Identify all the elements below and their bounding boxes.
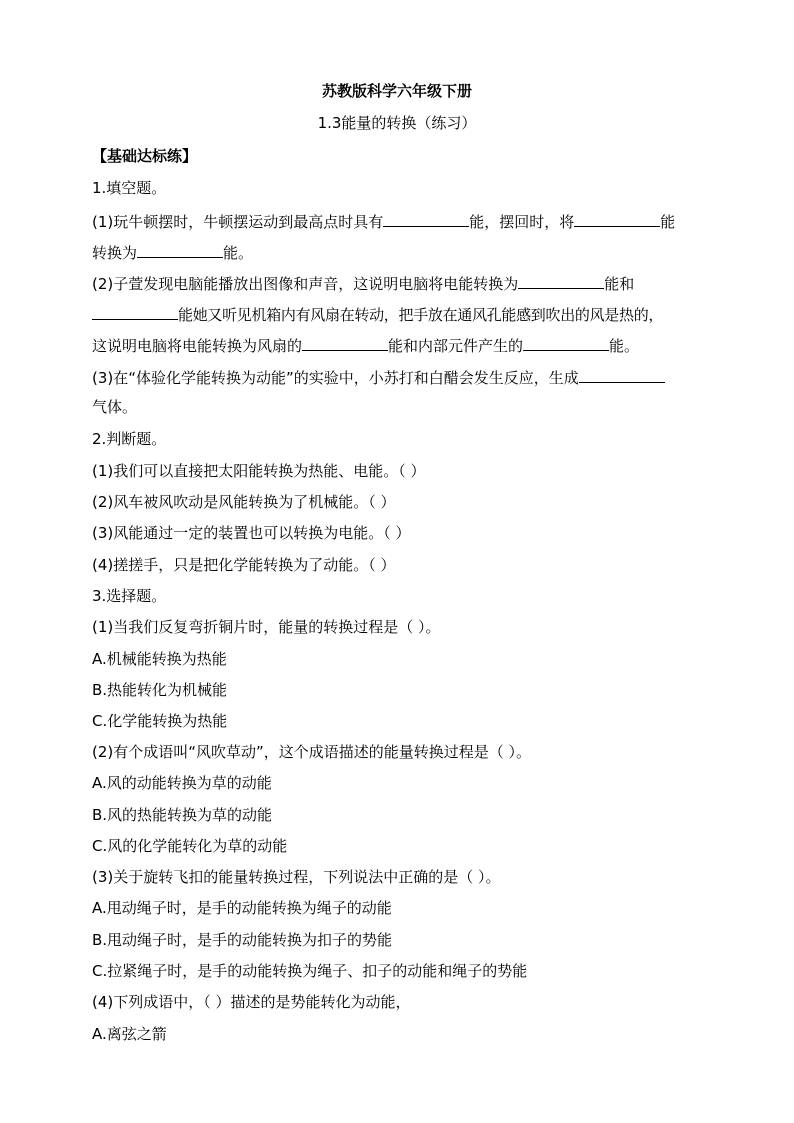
answer-blank[interactable] bbox=[383, 210, 469, 227]
q3-option: C.化学能转换为热能 bbox=[92, 712, 228, 730]
q3-option: A.离弦之箭 bbox=[92, 1025, 167, 1043]
q3-line: (4)下列成语中，（ ）描述的是势能转化为动能， bbox=[92, 993, 411, 1011]
answer-blank[interactable] bbox=[137, 241, 223, 258]
q1-2-line1 bbox=[92, 272, 704, 294]
q3-line: (3)关于旋转飞扣的能量转换过程，下列说法中正确的是（ ）。 bbox=[92, 868, 501, 886]
answer-blank[interactable] bbox=[574, 210, 660, 227]
q1-1-text-d: 转换为 bbox=[92, 244, 138, 262]
q1-3-line2: 气体。 bbox=[92, 398, 138, 416]
q1-1-text-c: 能 bbox=[660, 213, 676, 231]
q1-2-line3 bbox=[92, 334, 704, 356]
q1-1-line1 bbox=[92, 210, 704, 232]
q1-2-line2 bbox=[92, 303, 704, 325]
answer-blank[interactable] bbox=[523, 334, 609, 351]
q1-2-text-e: 这说明电脑将电能转换为风扇的 bbox=[92, 337, 303, 355]
q1-3-line1 bbox=[92, 366, 704, 388]
q1-2-text-g: 能。 bbox=[609, 337, 640, 355]
q1-3-text-a: (3)在“体验化学能转换为动能”的实验中，小苏打和白醋会发生反应，生成 bbox=[92, 369, 579, 387]
page-subtitle: 1.3能量的转换（练习） bbox=[317, 114, 477, 132]
q1-1-text-e: 能。 bbox=[223, 244, 254, 262]
q3-option: C.拉紧绳子时，是手的动能转换为绳子、扣子的动能和绳子的势能 bbox=[92, 962, 528, 980]
q3-line: (1)当我们反复弯折铜片时，能量的转换过程是（ ）。 bbox=[92, 618, 441, 636]
q1-2-text-c: 能 bbox=[178, 306, 193, 324]
q3-option: A.甩动绳子时，是手的动能转换为绳子的动能 bbox=[92, 899, 392, 917]
q3-heading: 3.选择题。 bbox=[92, 587, 167, 605]
q2-item-3: (3)风能通过一定的装置也可以转换为电能。（ ） bbox=[92, 524, 411, 542]
q2-heading: 2.判断题。 bbox=[92, 430, 167, 448]
q1-2-text-f: 能和内部元件产生的 bbox=[388, 337, 524, 355]
q3-option: A.风的动能转换为草的动能 bbox=[92, 774, 272, 792]
q1-2-text-a: (2)子萱发现电脑能播放出图像和声音，这说明电脑将电能转换为 bbox=[92, 275, 519, 293]
answer-blank[interactable] bbox=[92, 303, 178, 320]
q1-heading: 1.填空题。 bbox=[92, 179, 167, 197]
q1-2-text-d: 她又听见机箱内有风扇在转动，把手放在通风孔能感到吹出的风是热的， bbox=[192, 306, 664, 324]
answer-blank[interactable] bbox=[579, 366, 665, 383]
answer-blank[interactable] bbox=[302, 334, 388, 351]
q1-1-line2 bbox=[92, 241, 704, 263]
q3-option: C.风的化学能转化为草的动能 bbox=[92, 837, 288, 855]
q3-option: B.甩动绳子时，是手的动能转换为扣子的势能 bbox=[92, 931, 393, 949]
q2-item-2: (2)风车被风吹动是风能转换为了机械能。（ ） bbox=[92, 493, 396, 511]
q3-option: B.风的热能转换为草的动能 bbox=[92, 806, 273, 824]
page-title: 苏教版科学六年级下册 bbox=[321, 82, 472, 100]
q1-2-text-b: 能和 bbox=[604, 275, 635, 293]
q2-item-1: (1)我们可以直接把太阳能转换为热能、电能。（ ） bbox=[92, 462, 426, 480]
q2-item-4: (4)搓搓手，只是把化学能转换为了动能。（ ） bbox=[92, 556, 396, 574]
q1-1-text-b: 能，摆回时，将 bbox=[469, 213, 575, 231]
answer-blank[interactable] bbox=[518, 272, 604, 289]
section-heading: 【基础达标练】 bbox=[92, 147, 198, 165]
q3-line: (2)有个成语叫“风吹草动”，这个成语描述的能量转换过程是（ ）。 bbox=[92, 743, 532, 761]
q1-1-text-a: (1)玩牛顿摆时，牛顿摆运动到最高点时具有 bbox=[92, 213, 384, 231]
q3-option: B.热能转化为机械能 bbox=[92, 681, 228, 699]
q3-option: A.机械能转换为热能 bbox=[92, 650, 227, 668]
